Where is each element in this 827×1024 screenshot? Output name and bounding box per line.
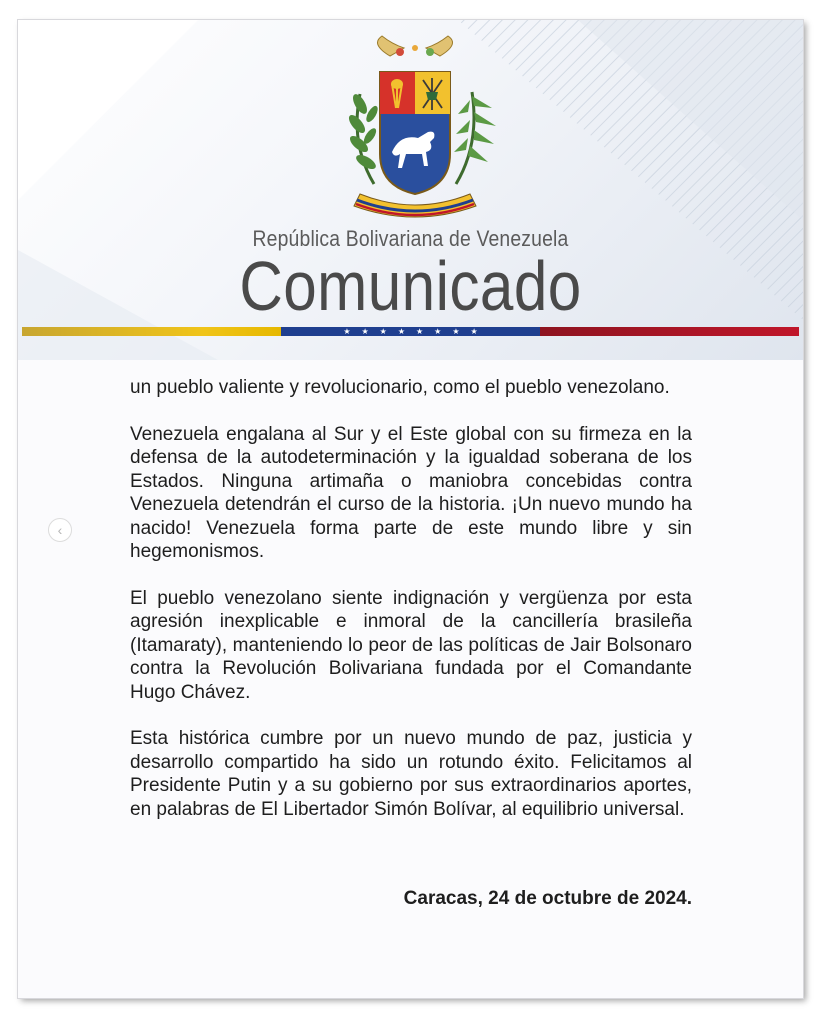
star-icon: ★ [434,327,442,336]
paragraph: Venezuela engalana al Sur y el Este global con su firmeza en la defensa de la autodeterminación y la igualdad soberana de los Estados. Ninguna artimaña o maniobra concebidas contra Venezuela detendrán el curso de la historia. ¡Un nuevo mundo ha nacido! Venezuela forma parte de este mundo libre y sin hegemonismos. [130,423,692,562]
flag-stripe-blue [281,327,540,336]
flag-color-bar [22,327,799,336]
flag-stripe-red [540,327,799,336]
chevron-left-icon: ‹ [57,522,63,538]
place-and-date: Caracas, 24 de octubre de 2024. [403,888,692,909]
page-title: Comunicado [239,247,582,325]
paragraph: un pueblo valiente y revolucionario, como el pueblo venezolano. [130,377,670,398]
star-icon: ★ [379,327,387,336]
coat-of-arms-emblem [330,34,500,224]
star-icon: ★ [397,327,405,336]
star-icon: ★ [416,327,424,336]
paragraph: Esta histórica cumbre por un nuevo mundo de paz, justicia y desarrollo compartido ha sido un rotundo éxito. Felicitamos al Presidente Putin y a su gobierno por sus extraordinarios aportes, en palabras de El Libertador Simón Bolívar, al equilibrio universal. [130,728,692,820]
communique-header [18,20,803,360]
paragraph: El pueblo venezolano siente indignación y vergüenza por esta agresión inexplicable e inmoral de la cancillería brasileña (Itamaraty), manteniendo lo peor de las políticas de Jair Bolsonaro contra la Revolución Bolivariana fundada por el Comandante Hugo Chávez. [130,587,692,703]
flag-stripe-yellow [22,327,281,336]
star-icon: ★ [470,327,478,336]
flag-stars [281,326,540,337]
country-name: República Bolivariana de Venezuela [252,226,569,251]
star-icon: ★ [452,327,460,336]
communique-card [18,20,803,998]
star-icon: ★ [343,327,351,336]
previous-slide-button[interactable] [48,518,72,542]
communique-body [130,376,692,844]
star-icon: ★ [361,327,369,336]
